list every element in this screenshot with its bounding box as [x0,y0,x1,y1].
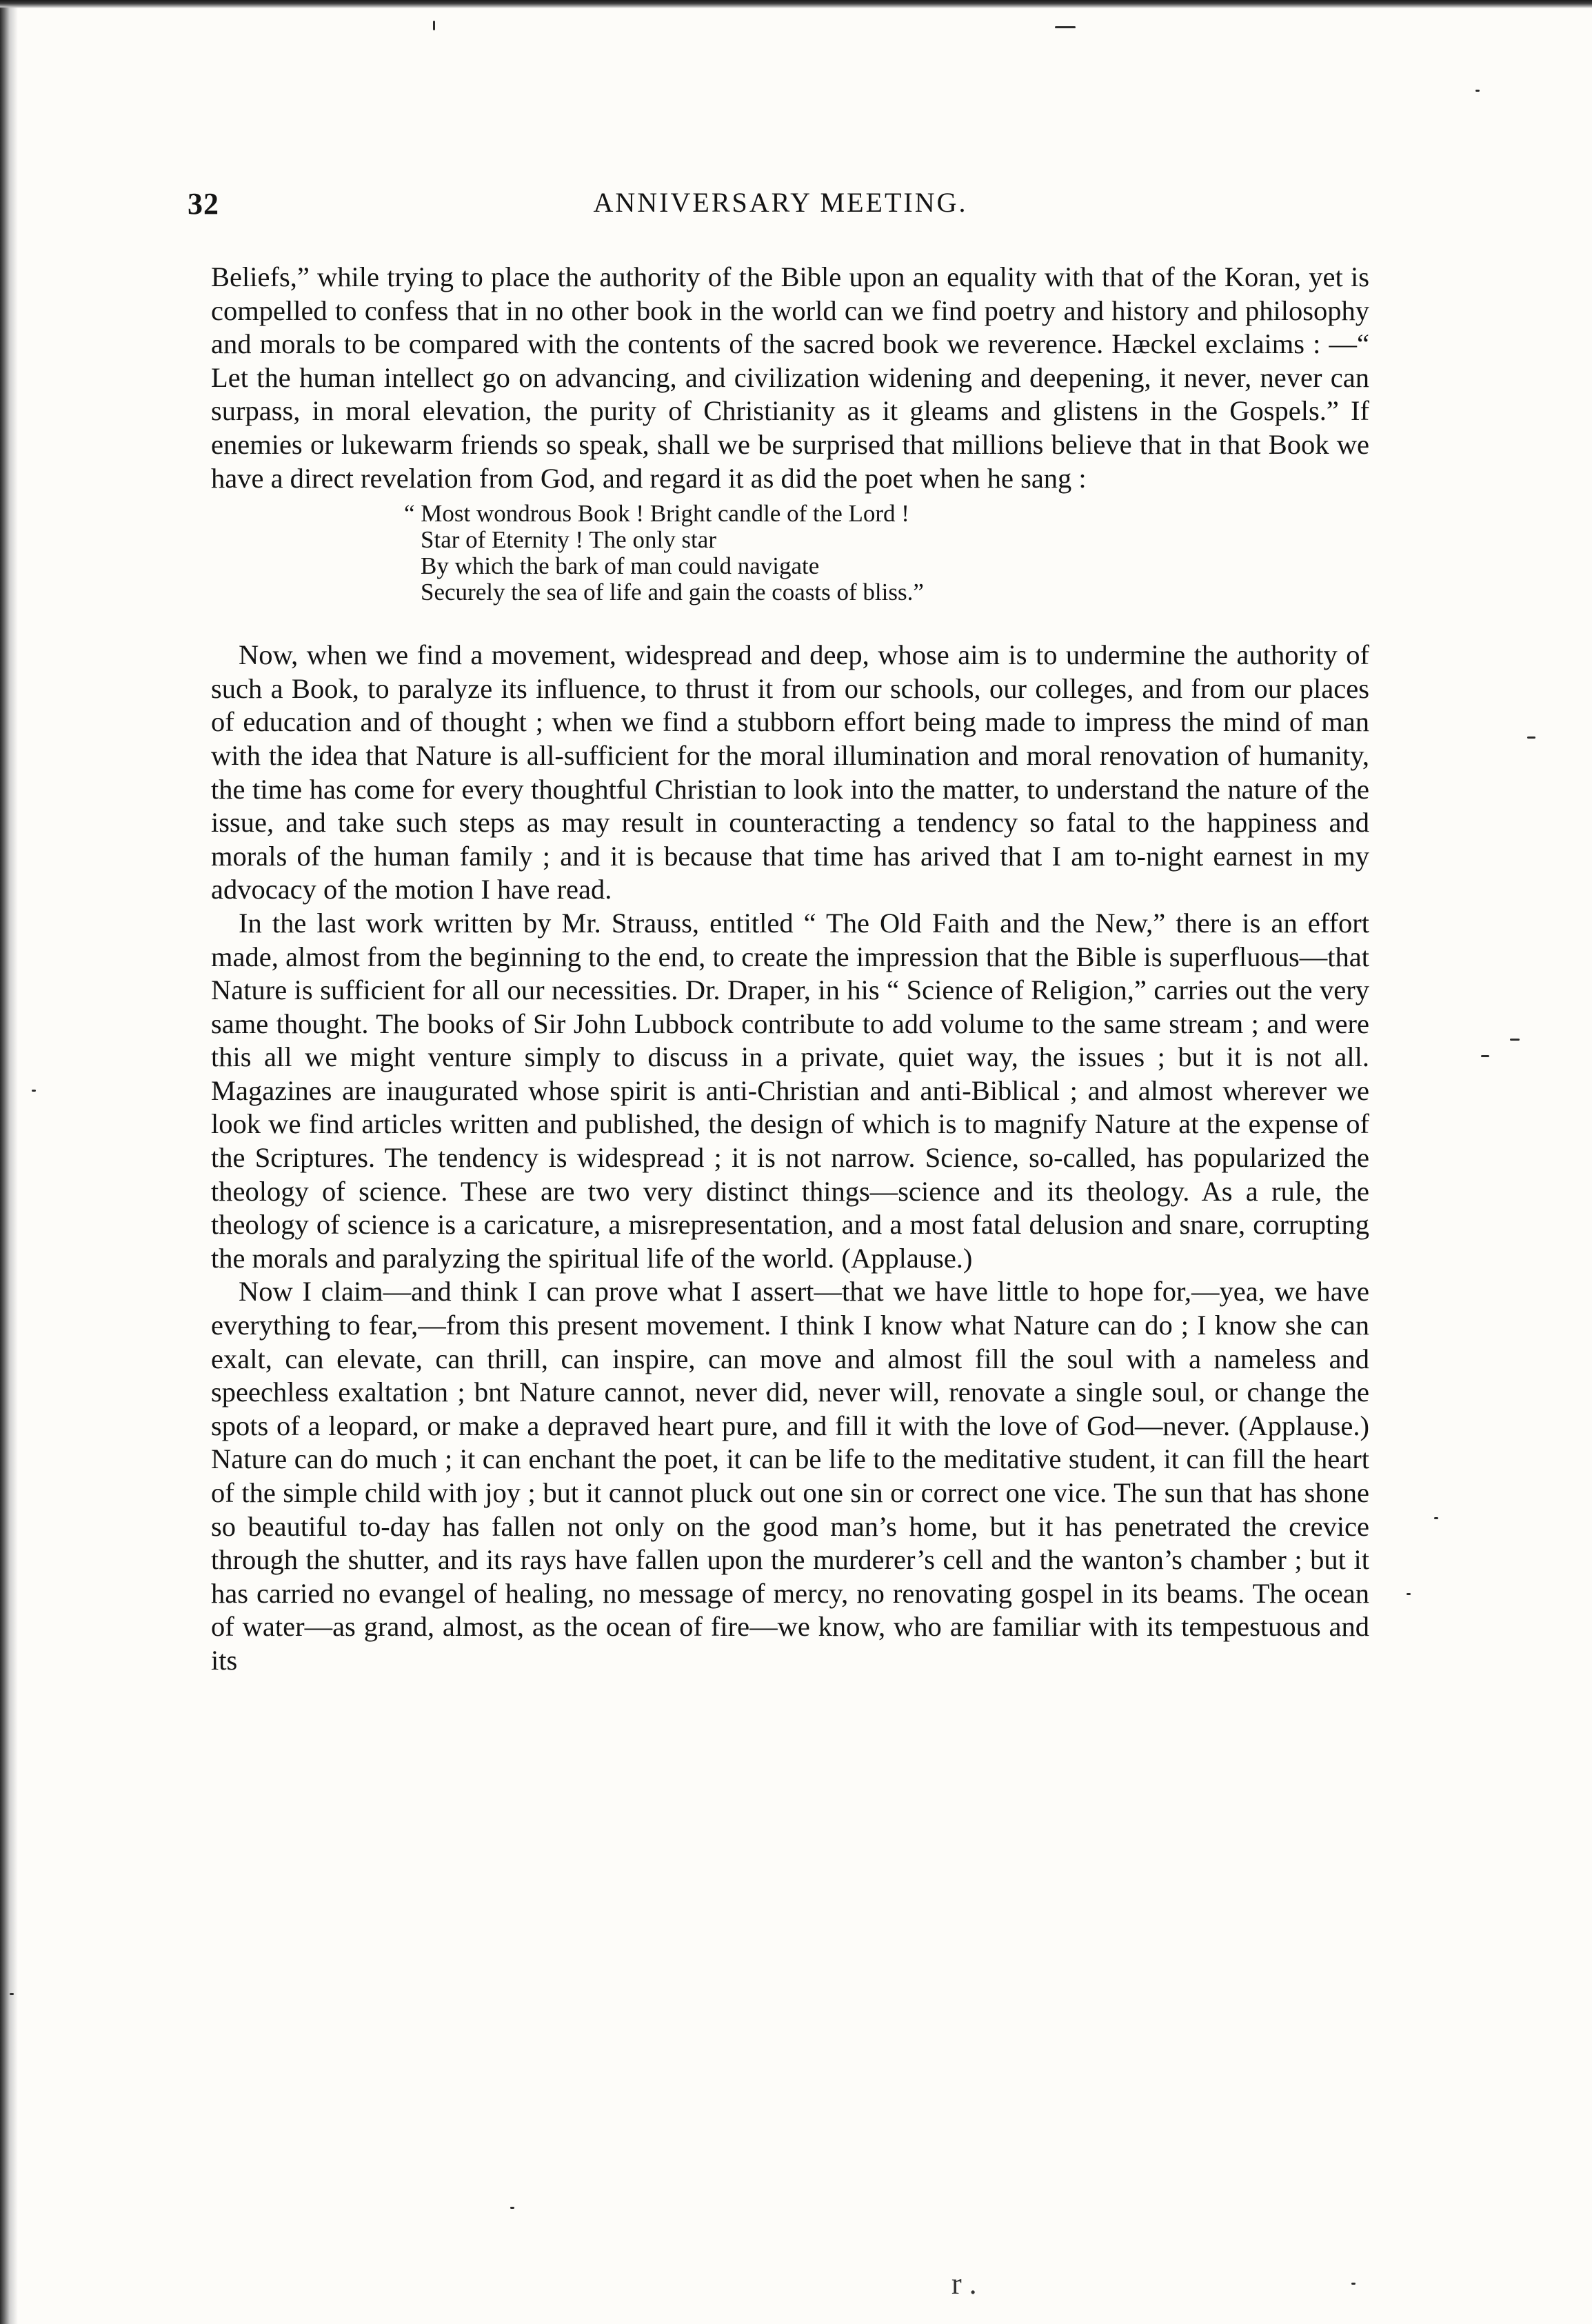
poem-line-1: “ Most wondrous Book ! Bright candle of the Lord ! [404,500,909,528]
ink-speck [510,2207,514,2209]
running-head: ANNIVERSARY MEETING. [593,187,968,218]
article-body [211,261,1369,1678]
poem-quote [404,501,1369,605]
ink-speck [10,1993,14,1995]
paragraph-2: Now, when we find a movement, widespread and deep, whose aim is to undermine the authority of such a Book, to paralyze its influence, to thrust it from our schools, our colleges, and from our places of education and of thought ; when we find a stubborn effort being made to impress the mind of man with the idea that Nature is all-sufficient for the moral illumination and moral renovation of humanity, the time has come for every thoughtful Christian to look into the matter, to understand the nature of the issue, and take such steps as may result in counteracting a tendency so fatal to the happiness and morals of the human family ; and it is because that time has arived that I am to-night earnest in my advocacy of the motion I have read. [211,639,1369,905]
ink-speck [1481,1055,1489,1057]
ink-speck [1527,737,1535,739]
page-header [188,186,1373,228]
ink-speck [1407,1593,1411,1595]
paragraph-3: In the last work written by Mr. Strauss, entitled “ The Old Faith and the New,” there is an effort made, almost from the beginning to the end, to create the impression that the Bible is superfluous—that Nature is sufficient for all our necessities. Dr. Draper, in his “ Science of Religion,” carries out the very same thought. The books of Sir John Lubbock contribute to add volume to the same stream ; and were this all we might venture simply to discuss in a private, quiet way, the issues ; but it is not all. Magazines are inaugurated whose spirit is anti-Christian and anti-Biblical ; and almost wherever we look we find articles written and published, the design of which is to magnify Nature at the expense of the Scriptures. The tendency is widespread ; it is not narrow. Science, so-called, has popularized the theology of science. These are two very distinct things—science and its theology. As a rule, the theology of science is a caricature, a misrepresentation, and a most fatal delusion and snare, corrupting the morals and paralyzing the spiritual life of the world. (Applause.) [211,907,1369,1274]
ink-speck [32,1090,36,1092]
poem-line-2: Star of Eternity ! The only star [421,526,716,554]
poem-line-3: By which the bark of man could navigate [421,552,820,580]
ink-speck [1055,26,1076,28]
ink-speck [1510,1039,1520,1041]
page-left-edge-shadow [0,0,18,2324]
ink-speck [433,21,435,30]
paragraph-1: Beliefs,” while trying to place the authority of the Bible upon an equality with that of the Koran, yet is compelled to confess that in no other book in the world can we find poetry and history and philosophy and morals to be compared with the contents of the sacred book we reverence. Hæckel exclaims : —“ Let the human intellect go on advancing, and civilization widening and deepening, it never, never can surpass, in moral elevation, the purity of Christianity as it gleams and glistens in the Gospels.” If enemies or lukewarm friends so speak, shall we be surprised that millions believe that in that Book we have a direct revelation from God, and regard it as did the poet when he sang : [211,261,1369,494]
ink-speck [1351,2283,1356,2285]
paragraph-4: Now I claim—and think I can prove what I assert—that we have little to hope for,—yea, we have everything to fear,—from this present movement. I think I know what Nature can do ; I know she can exalt, can elevate, can thrill, can inspire, can move and almost fill the soul with a nameless and speechless exaltation ; bnt Nature cannot, never did, never will, renovate a single soul, or change the spots of a leopard, or make a depraved heart pure, and fill it with the love of God—never. (Applause.) Nature can do much ; it can enchant the poet, it can be life to the meditative student, it can fill the heart of the simple child with joy ; but it cannot pluck out one sin or correct one vice. The sun that has shone so beautiful to-day has fallen not only on the good man’s home, but it has penetrated the crevice through the shutter, and its rays have fallen upon the murderer’s cell and the wanton’s chamber ; but it has carried no evangel of healing, no message of mercy, no renovating gospel in its beams. The ocean of water—as grand, almost, as the ocean of fire—we know, who are familiar with its tempestuous and its [211,1276,1369,1676]
page-number: 32 [188,187,219,221]
ink-speck [1475,90,1480,92]
poem-line-4: Securely the sea of life and gain the coasts of bliss.” [421,579,924,606]
footer-marks: r . [951,2267,977,2301]
page-top-edge-shadow [0,0,1592,8]
ink-speck [1434,1517,1438,1519]
